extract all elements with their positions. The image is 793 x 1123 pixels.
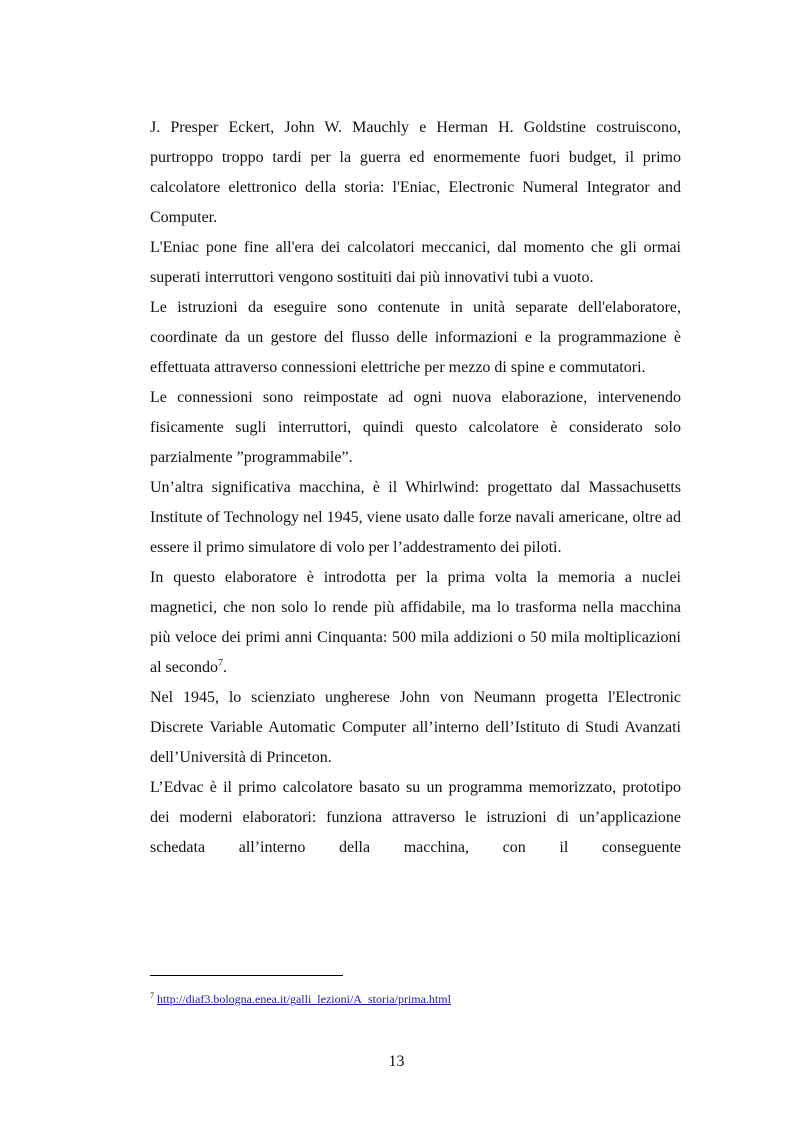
- paragraph-edvac-stored-program: L’Edvac è il primo calcolatore basato su un programma memorizzato, prototipo dei moderni elaboratori: funziona attraverso le istruzioni di un’applicazione schedata all’interno della macchina, con il conseguente: [150, 779, 681, 856]
- paragraph-whirlwind: Un’altra significativa macchina, è il Whirlwind: progettato dal Massachusetts Institute of Technology nel 1945, viene usato dalle forze navali americane, oltre ad essere il primo simulatore di volo per l’addestramento dei piloti.: [150, 479, 681, 556]
- footnote-link[interactable]: http://diaf3.bologna.enea.it/galli_lezioni/A_storia/prima.html: [157, 992, 451, 1006]
- paragraph-magnetic-core-memory-text: In questo elaboratore è introdotta per la prima volta la memoria a nuclei magnetici, che non solo lo rende più affidabile, ma lo trasforma nella macchina più veloce dei primi anni Cinquanta: 500 mila addizioni o 50 mila moltiplicazioni al secondo: [150, 569, 681, 676]
- paragraph-von-neumann-edvac: Nel 1945, lo scienziato ungherese John von Neumann progetta l'Electronic Discrete Variable Automatic Computer all’interno dell’Istituto di Studi Avanzati dell’Università di Princeton.: [150, 689, 681, 766]
- footnote-number: 7: [150, 991, 154, 1000]
- footnote-separator: [150, 975, 343, 976]
- footnote-reference-marker[interactable]: 7: [217, 658, 223, 669]
- paragraph-eniac-instructions: Le istruzioni da eseguire sono contenute in unità separate dell'elaboratore, coordinate da un gestore del flusso delle informazioni e la programmazione è effettuata attraverso connessioni elettriche per mezzo di spine e commutatori.: [150, 299, 681, 376]
- paragraph-eniac-vacuum-tubes: L'Eniac pone fine all'era dei calcolatori meccanici, dal momento che gli ormai superati interruttori vengono sostituiti dai più innovativi tubi a vuoto.: [150, 239, 681, 286]
- page-number: 13: [388, 1053, 405, 1070]
- paragraph-magnetic-core-memory: [150, 563, 681, 683]
- body-text: [150, 113, 681, 863]
- paragraph-magnetic-core-memory-end: .: [222, 659, 227, 676]
- paragraph-eniac-connections: Le connessioni sono reimpostate ad ogni nuova elaborazione, intervenendo fisicamente sugli interruttori, quindi questo calcolatore è considerato solo parzialmente ”programmabile”.: [150, 389, 681, 466]
- paragraph-eniac-intro: J. Presper Eckert, John W. Mauchly e Herman H. Goldstine costruiscono, purtroppo troppo tardi per la guerra ed enormemente fuori budget, il primo calcolatore elettronico della storia: l'Eniac, Electronic Numeral Integrator and Computer.: [150, 119, 681, 226]
- footnote: [150, 991, 451, 1007]
